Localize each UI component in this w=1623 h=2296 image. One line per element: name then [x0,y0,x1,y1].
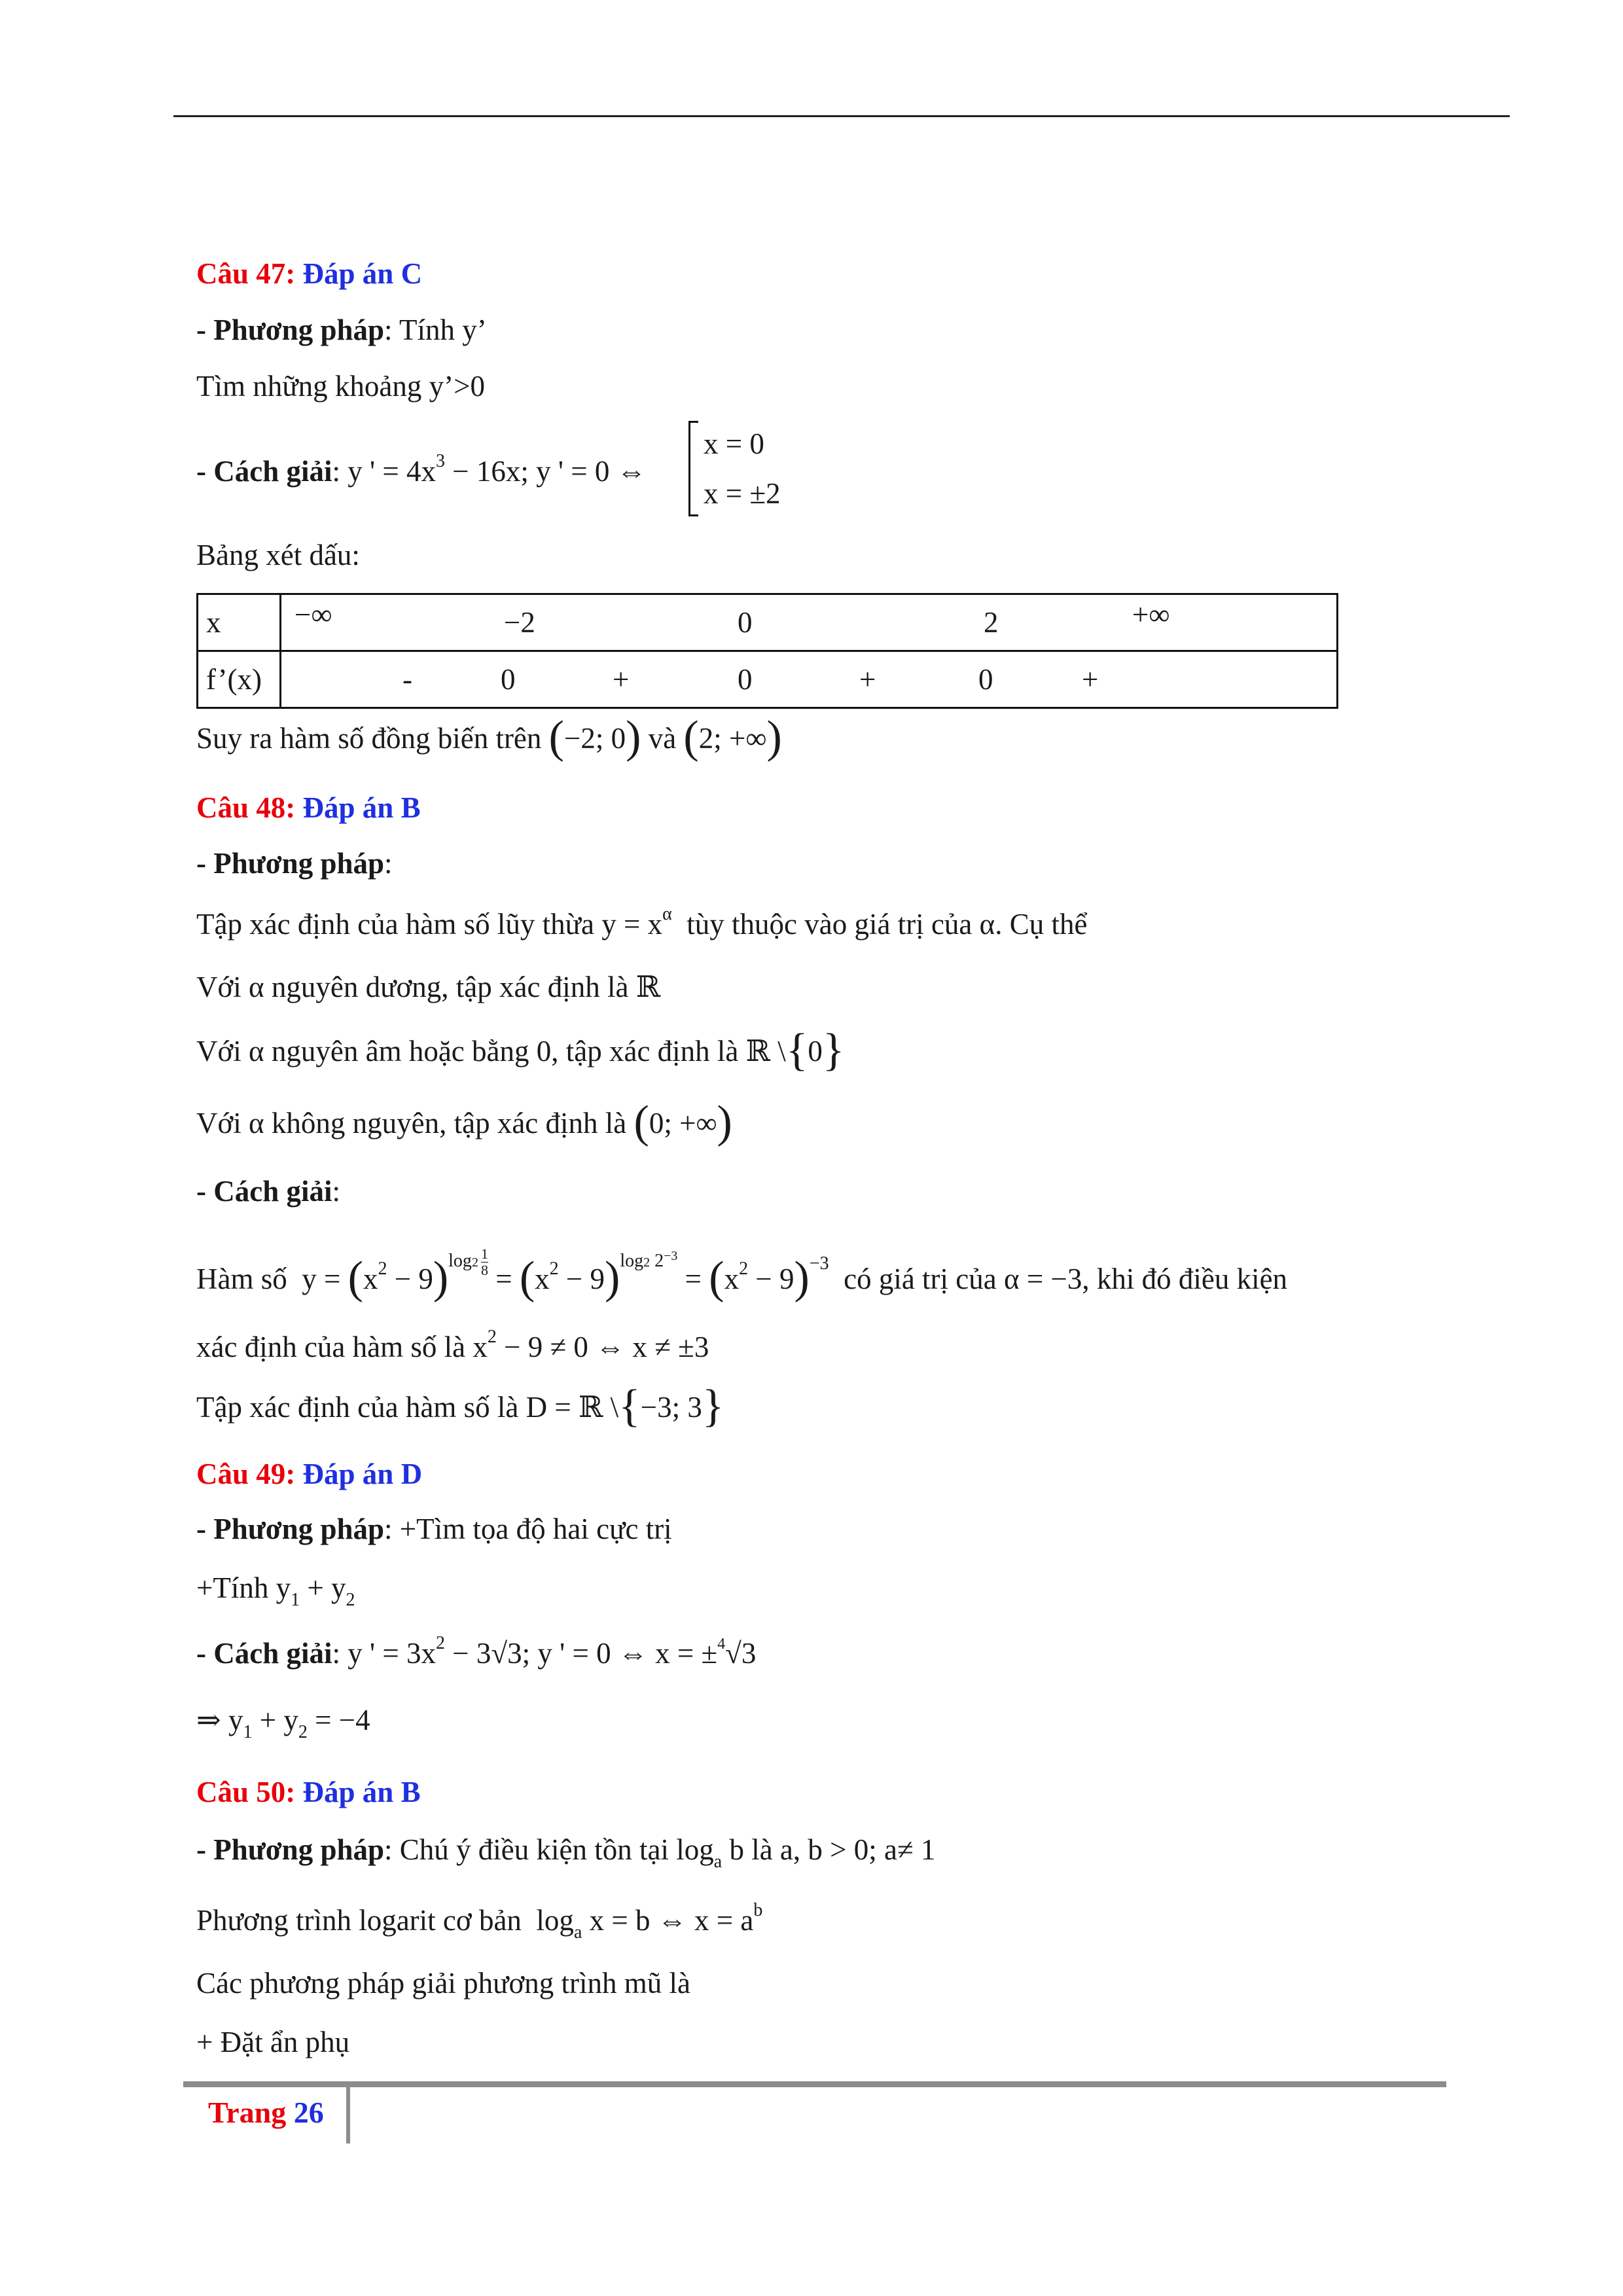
q50-method: - Phương pháp: Chú ý điều kiện tồn tại $\log_a b$ là a, b > 0; a≠ 1 [196,1833,936,1872]
q47-answer: Đáp án C [302,257,423,290]
q48-line1: Tập xác định của hàm số lũy thừa $y = x^\alpha$ tùy thuộc vào giá trị của α. Cụ thể [196,904,1088,941]
q50-line2: Phương trình logarit cơ bản $\log_a x = b$ ⇔ $x = a^b$ [196,1900,763,1943]
q47-label: Câu 47: [196,257,296,290]
q48-solution: - Cách giải: [196,1175,341,1208]
q47-heading [196,254,422,293]
q48-line2: Với α nguyên dương, tập xác định là ℝ [196,971,661,1003]
sign-table-row-fx: f’(x) - 0 + 0 + 0 + [198,651,1338,708]
q47-method: - Phương pháp: Tính y’ [196,314,487,346]
q47-table-title: Bảng xét dấu: [196,539,360,571]
q48-line3: Với α nguyên âm hoặc bằng 0, tập xác định là ℝ \{0} [196,1025,845,1075]
page-number: Trang 26 [208,2096,324,2129]
q49-result: ⇒ $y_1 + y_2 = -4$ [196,1704,370,1742]
q48-solution-line3: Tập xác định của hàm số là D = ℝ \{−3; 3} [196,1381,724,1431]
q48-line4: Với α không nguyên, tập xác định là (0; +∞) [196,1097,732,1147]
sign-table [196,593,1338,709]
q48-heading: Câu 48: Đáp án B [196,791,421,824]
q47-case2: x = ±2 [704,477,781,510]
q47-line2: Tìm những khoảng y’>0 [196,370,485,403]
q50-heading: Câu 50: Đáp án B [196,1776,421,1808]
q49-line2: +Tính $y_1 + y_2$ [196,1571,355,1610]
q50-line4: + Đặt ẩn phụ [196,2026,350,2058]
q48-solution-line2: xác định của hàm số là $x^2 - 9 \ne 0$ ⇔ x ≠ ±3 [196,1327,709,1363]
footer-rule [183,2081,1446,2087]
q47-solution: - Cách giải: y ' = $4x^3 - 16x$; y ' = 0 ⇔ [196,451,647,488]
q48-method: - Phương pháp: [196,847,393,880]
q47-case1: x = 0 [704,427,764,460]
q50-line3: Các phương pháp giải phương trình mũ là [196,1967,691,2000]
q47-case-bracket [688,421,698,516]
header-rule [173,115,1510,117]
q47-conclusion: Suy ra hàm số đồng biến trên (−2; 0) và (2; +∞) [196,712,782,762]
q48-solution-line1: Hàm số $y = (x^2 - 9)^{log2 \frac{1}{8}}$ = $(x^2 - 9)^{log2 2^{-3}} = (x^2 - 9)^{-3}$ có giá trị của α = −3, khi đó điều kiện [196,1246,1288,1303]
q49-solution: - Cách giải: y ' = $3x^2 - 3√3$; y ' = 0 ⇔ x = ±$^4$√3 [196,1633,757,1670]
q49-method: - Phương pháp: +Tìm tọa độ hai cực trị [196,1513,672,1545]
q49-heading: Câu 49: Đáp án D [196,1458,423,1490]
footer-divider [346,2087,350,2144]
sign-table-row-x: x −∞ −2 0 2 +∞ [198,594,1338,651]
